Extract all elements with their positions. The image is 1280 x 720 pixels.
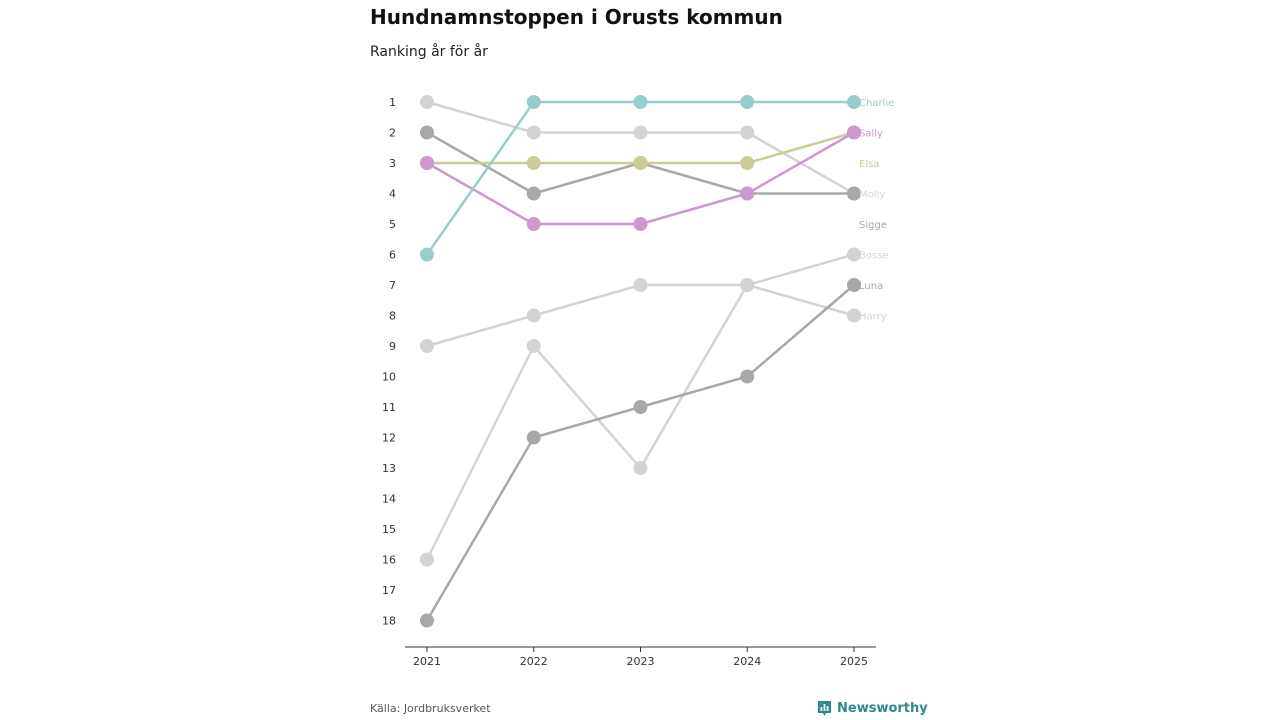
data-point [740,156,754,170]
series-lines [420,95,861,628]
data-point [740,370,754,384]
data-point [634,278,648,292]
y-tick-label: 12 [382,431,396,445]
series-line [427,285,854,621]
y-tick-label: 9 [389,340,396,353]
end-label-sally: Sally [859,128,883,140]
y-tick-label: 17 [382,584,396,597]
y-tick-label: 13 [382,462,396,475]
data-point [527,339,541,353]
y-tick-label: 5 [389,218,396,231]
data-point [527,309,541,323]
chart-title: Hundnamnstoppen i Orusts kommun [370,5,783,29]
x-tick-label: 2025 [840,655,868,668]
data-point [527,95,541,109]
series-molly [420,95,861,201]
data-point [740,278,754,292]
data-point [527,431,541,445]
y-tick-label: 15 [382,523,396,536]
bar-chart-icon [817,700,832,717]
data-point [420,95,434,109]
series-line [427,133,854,225]
end-label-molly: Molly [859,189,886,201]
data-point [420,614,434,628]
data-point [634,126,648,140]
data-point [420,126,434,140]
y-tick-label: 6 [389,248,396,262]
series-line [427,102,854,255]
end-labels [859,98,894,323]
data-point [740,126,754,140]
data-point [527,156,541,170]
x-tick-label: 2023 [626,655,655,668]
y-tick-label: 3 [389,157,396,170]
brand-name: Newsworthy [837,701,928,716]
data-point [527,217,541,231]
end-label-harry: Harry [859,311,887,323]
series-sally [420,126,861,232]
y-tick-label: 4 [389,187,396,201]
y-tick-label: 7 [389,279,396,292]
data-point [634,461,648,475]
brand-logo [817,700,928,717]
series-harry [420,278,861,353]
source-note: Källa: Jordbruksverket [370,702,491,715]
data-point [420,553,434,567]
y-tick-label: 16 [382,553,396,567]
data-point [740,95,754,109]
data-point [634,400,648,414]
data-point [634,95,648,109]
y-tick-label: 1 [389,96,396,109]
data-point [420,339,434,353]
data-point [634,217,648,231]
x-tick-label: 2024 [733,655,762,668]
y-tick-label: 18 [382,614,396,628]
data-point [527,187,541,201]
y-tick-label: 10 [382,370,396,384]
end-label-luna: Luna [859,281,884,292]
end-label-elsa: Elsa [859,159,880,170]
x-tick-label: 2022 [519,655,548,668]
data-point [420,248,434,262]
y-tick-label: 2 [389,126,396,140]
series-line [427,102,854,194]
x-tick-label: 2021 [413,655,441,668]
axes [382,96,876,668]
data-point [634,156,648,170]
data-point [420,156,434,170]
data-point [527,126,541,140]
series-luna [420,278,861,628]
end-label-bosse: Bosse [859,250,889,262]
series-line [427,285,854,346]
end-label-charlie: Charlie [859,98,895,109]
y-tick-label: 14 [382,492,396,506]
y-tick-label: 11 [382,401,396,414]
end-label-sigge: Sigge [859,220,887,231]
data-point [740,187,754,201]
chart-subtitle: Ranking år för år [370,44,488,60]
y-tick-label: 8 [389,309,396,323]
